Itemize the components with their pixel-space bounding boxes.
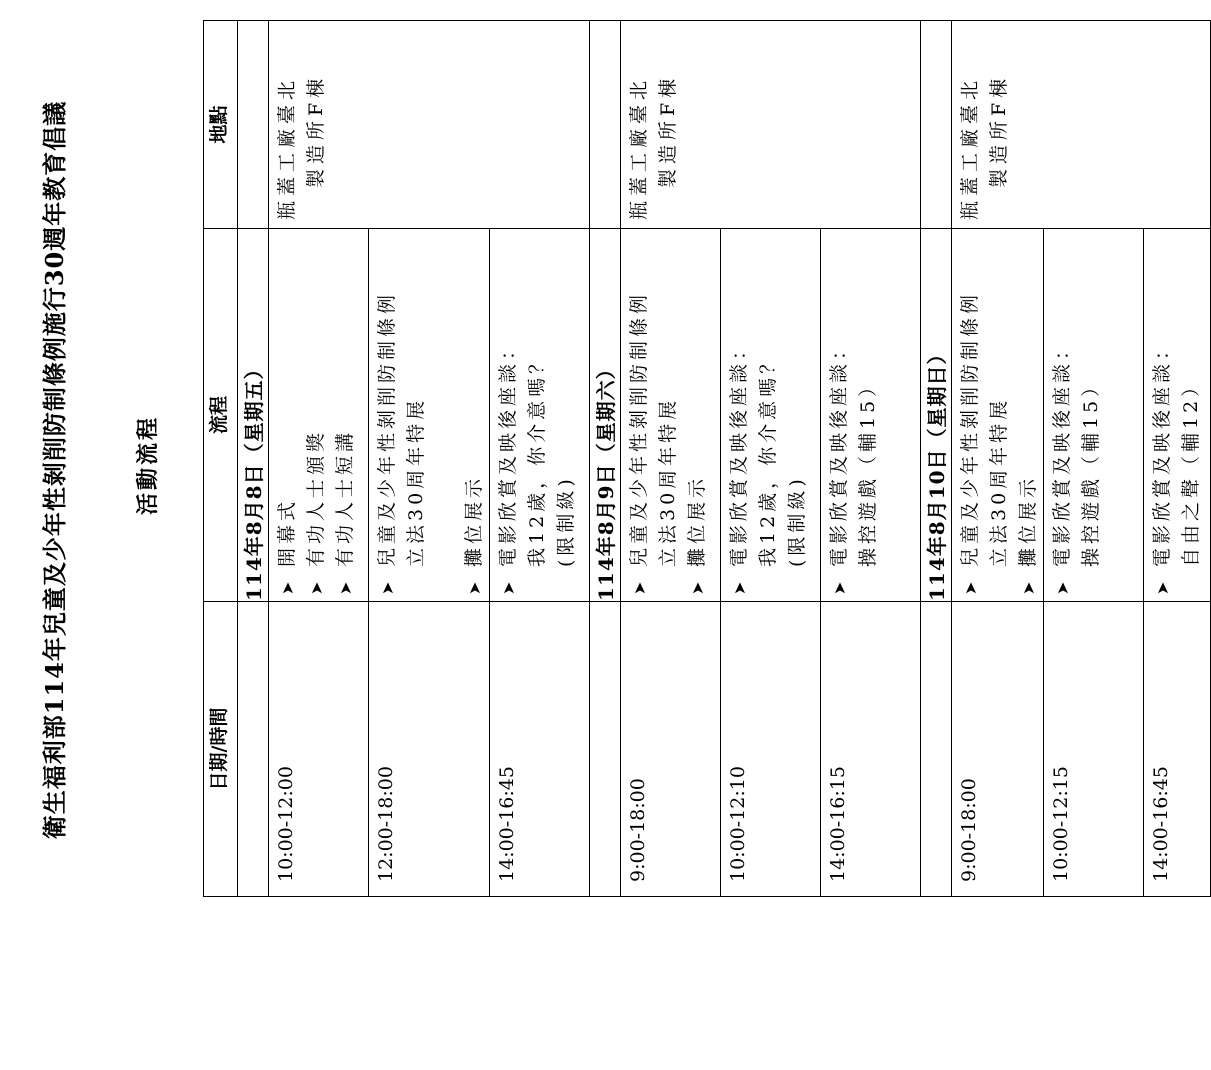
location-line: 製造所F棟 (657, 73, 679, 188)
flow-item-line: 立法30周年特展 (657, 396, 679, 567)
flow-item-line: 電影欣賞及映後座談： (1151, 336, 1173, 567)
flow-item-text (494, 229, 581, 567)
flow-item-text (273, 229, 302, 567)
bullet-arrow-icon: ➤ (630, 581, 649, 595)
day-date-row (238, 21, 269, 897)
flow-item (825, 229, 883, 595)
flow-item-line: 兒童及少年性剝削防制條例 (376, 290, 398, 567)
flow-cell (369, 229, 490, 602)
flow-item-line: 操控遊戲（輔15） (857, 373, 879, 567)
flow-item (1048, 229, 1106, 595)
flow-item-text (825, 229, 883, 567)
flow-item (273, 229, 302, 595)
location-line: 瓶蓋工廠臺北 (276, 75, 298, 220)
flow-item (625, 229, 683, 595)
flow-item-text (625, 229, 683, 567)
time-slot: 14:00-16:45 (1144, 602, 1211, 897)
flow-item-line: 我12歲，你介意嗎？ (526, 350, 548, 567)
location-line: 製造所F棟 (305, 73, 327, 188)
flow-item-text (373, 229, 431, 567)
day-date: 114年8月10日（星期日） (921, 229, 952, 602)
day-date-row (921, 21, 952, 897)
bullet-arrow-icon: ➤ (378, 581, 397, 595)
flow-item-line: 自由之聲（輔12） (1180, 373, 1202, 567)
time-slot: 9:00-18:00 (952, 602, 1044, 897)
time-slot: 9:00-18:00 (621, 602, 721, 897)
flow-item-line: 兒童及少年性剝削防制條例 (959, 290, 981, 567)
flow-item-line: (限制級) (555, 475, 577, 567)
header-flow: 流程 (204, 229, 238, 602)
flow-item-line: 我12歲，你介意嗎？ (757, 350, 779, 567)
time-slot: 14:00-16:45 (490, 602, 590, 897)
flow-item-line: 電影欣賞及映後座談： (728, 336, 750, 567)
flow-cell (490, 229, 590, 602)
flow-item-text (1014, 229, 1043, 567)
location-line: 瓶蓋工廠臺北 (628, 75, 650, 220)
flow-cell (952, 229, 1044, 602)
document-subtitle: 活動流程 (135, 415, 161, 516)
flow-item-text (460, 229, 489, 567)
bullet-arrow-icon: ➤ (499, 581, 518, 595)
flow-item-line: (限制級) (786, 475, 808, 567)
time-slot: 10:00-12:00 (269, 602, 369, 897)
flow-item-line: 兒童及少年性剝削防制條例 (628, 290, 650, 567)
flow-item-text (956, 229, 1014, 567)
flow-item-line: 電影欣賞及映後座談： (828, 336, 850, 567)
location-line: 製造所F棟 (988, 73, 1010, 188)
time-slot: 14:00-16:15 (821, 602, 921, 897)
flow-cell (621, 229, 721, 602)
flow-item-text (302, 229, 331, 567)
flow-item (460, 229, 489, 595)
flow-item (956, 229, 1014, 595)
flow-cell (1044, 229, 1144, 602)
schedule-row (952, 21, 1044, 897)
day-date-row (590, 21, 621, 897)
day-date: 114年8月9日（星期六） (590, 229, 621, 602)
bullet-arrow-icon: ➤ (1053, 581, 1072, 595)
bullet-arrow-icon: ➤ (1019, 581, 1038, 595)
flow-item-line: 開幕式 (276, 497, 298, 567)
time-slot: 12:00-18:00 (369, 602, 490, 897)
item-spacer (431, 229, 460, 595)
date-row-spacer (238, 21, 269, 229)
flow-item-line: 電影欣賞及映後座談： (497, 336, 519, 567)
location-cell (952, 21, 1211, 229)
date-row-spacer (238, 602, 269, 897)
time-slot: 10:00-12:10 (721, 602, 821, 897)
flow-item-text (683, 229, 712, 567)
date-row-spacer (590, 21, 621, 229)
date-row-spacer (921, 21, 952, 229)
header-location: 地點 (204, 21, 238, 229)
schedule-row (269, 21, 369, 897)
time-slot: 10:00-12:15 (1044, 602, 1144, 897)
flow-item-line: 攤位展示 (686, 474, 708, 567)
location-cell (621, 21, 921, 229)
schedule-row (621, 21, 721, 897)
flow-cell (269, 229, 369, 602)
flow-item-line: 攤位展示 (1017, 474, 1039, 567)
flow-item-text (331, 229, 360, 567)
flow-item (373, 229, 431, 595)
flow-item (683, 229, 712, 595)
flow-item (725, 229, 812, 595)
flow-item-line: 攤位展示 (463, 474, 485, 567)
bullet-arrow-icon: ➤ (465, 581, 484, 595)
date-row-spacer (921, 602, 952, 897)
bullet-arrow-icon: ➤ (336, 581, 355, 595)
flow-item-text (1148, 229, 1206, 567)
flow-item-line: 電影欣賞及映後座談： (1051, 336, 1073, 567)
header-datetime: 日期/時間 (204, 602, 238, 897)
bullet-arrow-icon: ➤ (307, 581, 326, 595)
date-row-spacer (590, 602, 621, 897)
flow-item-line: 操控遊戲（輔15） (1080, 373, 1102, 567)
bullet-arrow-icon: ➤ (830, 581, 849, 595)
bullet-arrow-icon: ➤ (730, 581, 749, 595)
flow-item-line: 有功人士頒獎 (305, 428, 327, 567)
bullet-arrow-icon: ➤ (278, 581, 297, 595)
flow-item (1014, 229, 1043, 595)
flow-item-line: 立法30周年特展 (405, 396, 427, 567)
flow-item (494, 229, 581, 595)
bullet-arrow-icon: ➤ (1153, 581, 1172, 595)
flow-item-line: 立法30周年特展 (988, 396, 1010, 567)
location-cell (269, 21, 590, 229)
flow-item-line: 有功人士短講 (334, 428, 356, 567)
bullet-arrow-icon: ➤ (961, 581, 980, 595)
flow-cell (1144, 229, 1211, 602)
flow-item (1148, 229, 1206, 595)
schedule-table (203, 21, 1202, 897)
flow-cell (721, 229, 821, 602)
flow-item-text (1048, 229, 1106, 567)
flow-cell (821, 229, 921, 602)
bullet-arrow-icon: ➤ (688, 581, 707, 595)
flow-item-text (725, 229, 812, 567)
header-row (204, 21, 238, 897)
schedule-body (204, 21, 1211, 897)
location-line: 瓶蓋工廠臺北 (959, 75, 981, 220)
document-title: 衛生福利部114年兒童及少年性剝削防制條例施行30週年教育倡議 (40, 100, 69, 840)
flow-item (302, 229, 331, 595)
flow-item (331, 229, 360, 595)
day-date: 114年8月8日（星期五） (238, 229, 269, 602)
